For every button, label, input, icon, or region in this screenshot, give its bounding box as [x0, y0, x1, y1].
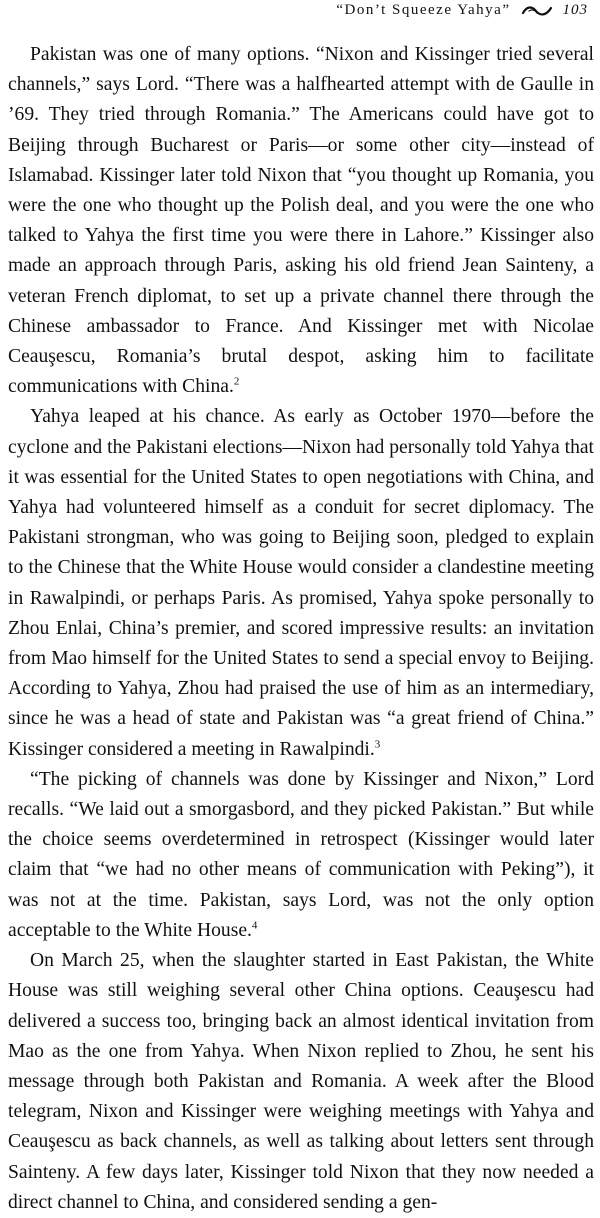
paragraph: [8, 765, 594, 946]
footnote-marker: 3: [374, 738, 381, 751]
footnote-marker: 4: [251, 919, 258, 932]
swash-ornament-icon: [521, 4, 553, 18]
paragraph-text: Yahya leaped at his chance. As early as October 1970—before the cyclone and the Pakistani elections—Nixon had personally told Yahya that it was essential for the United States to open negotiations with China, and Yahya had volunteered himself as a conduit for secret diplomacy. The Pakistani strongman, who was going to Beijing soon, pledged to explain to the Chinese that the White House would consider a clandestine meeting in Rawalpindi, or perhaps Paris. As promised, Yahya spoke personally to Zhou Enlai, China’s premier, and scored impressive results: an invitation from Mao himself for the United States to send a special envoy to Beijing. According to Yahya, Zhou had praised the use of him as an intermediary, since he was a head of state and Pakistan was “a great friend of China.” Kissinger considered a meeting in Rawalpindi.: [8, 406, 594, 760]
paragraph-text: On March 25, when the slaughter started in East Pakistan, the White House was still weighing several other China options. Ceauşescu had delivered a success too, bringing back an almost identical invitation from Mao as the one from Yahya. When Nixon replied to Zhou, he sent his message through both Pakistan and Romania. A week after the Blood telegram, Nixon and Kissinger were weighing meetings with Yahya and Ceauşescu as back channels, as well as talking about letters sent through Sainteny. A few days later, Kissinger told Nixon that they now needed a direct channel to China, and considered sending a gen-: [8, 950, 594, 1213]
paragraph: [8, 946, 594, 1218]
paragraph-text: “The picking of channels was done by Kissinger and Nixon,” Lord recalls. “We laid out a smorgasbord, and they picked Pakistan.” But while the choice seems overdetermined in retrospect (Kissinger would later claim that “we had no other means of communication with Peking”), it was not at the time. Pakistan, says Lord, was not the only option acceptable to the White House.: [8, 768, 594, 941]
body-text: [8, 40, 594, 1218]
paragraph-text: Pakistan was one of many options. “Nixon and Kissinger tried several channels,” says Lord. “There was a halfhearted attempt with de Gaulle in ’69. They tried through Romania.” The Americans could have got to Beijing through Bucharest or Paris—or some other city—instead of Islamabad. Kissinger later told Nixon that “you thought up Romania, you were the one who thought up the Polish deal, and you were the one who talked to Yahya the first time you were there in Lahore.” Kissinger also made an approach through Paris, asking his old friend Jean Sainteny, a veteran French diplomat, to set up a private channel there through the Chinese ambassador to France. And Kissinger met with Nicolae Ceauşescu, Romania’s brutal despot, asking him to facilitate communications with China.: [8, 44, 594, 398]
footnote-marker: 2: [233, 375, 240, 388]
running-head: [336, 2, 588, 19]
running-title: “Don’t Squeeze Yahya”: [336, 2, 511, 18]
paragraph: [8, 40, 594, 402]
paragraph: [8, 402, 594, 764]
page-number: 103: [562, 2, 588, 18]
